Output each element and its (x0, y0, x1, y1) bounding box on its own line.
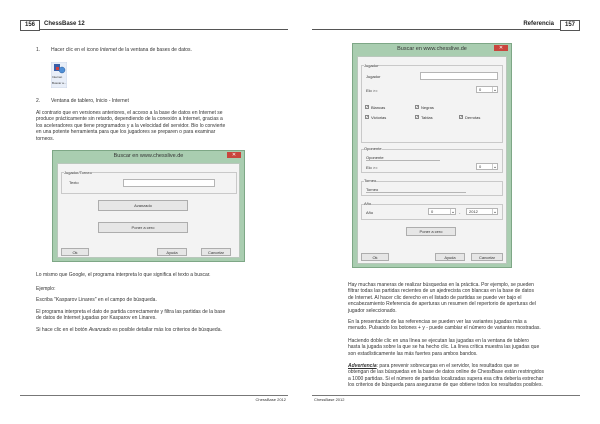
page-number: 157 (560, 20, 580, 31)
close-icon[interactable]: ✕ (494, 45, 508, 51)
text-input[interactable] (123, 179, 215, 187)
blacks-label: Negras (421, 105, 434, 110)
page-number: 156 (20, 20, 40, 31)
tournament-input[interactable] (366, 192, 466, 193)
ok-button[interactable]: Ok (61, 248, 89, 256)
tournament-group (361, 181, 503, 196)
left-header (20, 20, 288, 30)
year-label: Año (366, 210, 374, 215)
wins-label: Victorias (371, 115, 387, 120)
header-title: ChessBase 12 (44, 21, 85, 27)
whites-label: Blancas (371, 105, 386, 110)
ok-button[interactable]: Ok (361, 253, 389, 261)
footer-text: ChessBase 2012 (255, 397, 286, 402)
advanced-button[interactable]: Avanzado (98, 200, 188, 211)
dialog-title: Buscar en www.chesslive.de (397, 46, 467, 52)
search-dialog (52, 150, 245, 262)
opponent-label: Oponente (366, 155, 384, 160)
step-number: 1. (36, 47, 41, 53)
elo-label: Elo >= (366, 88, 378, 93)
reset-button[interactable]: Poner a cero (98, 222, 188, 233)
player-label: Jugador (366, 74, 381, 79)
draws-checkbox[interactable]: ✓ (416, 115, 419, 119)
tournament-label: Torneo (366, 187, 379, 192)
paragraph: Haciendo doble clic en una línea se ejecutan las jugadas en la ventana de tablero hasta la jugada sobre la que se ha hecho clic. La línea crítica muestra las jugadas que son estadísticamente las más fuertes para ambos bandos. (348, 338, 540, 357)
year-from-stepper[interactable]: 0 ▴ (428, 208, 456, 215)
paragraph: Hay muchas maneras de realizar búsquedas en la práctica. Por ejemplo, se pueden filtrar todas las partidas recientes de un ajedrecista con blancas en la base de datos de Internet. Al hacer clic derecho en el listado de partidas se puede ver bajo el encabezamiento Referencia de aperturas un resumen del repertorio de aperturas del jugador seleccionado. (348, 282, 536, 314)
advanced-search-dialog (352, 43, 512, 268)
draws-label: Tablas (421, 115, 433, 120)
right-footer (312, 395, 580, 404)
elo-stepper[interactable]: 0 ▴ (476, 86, 498, 93)
right-header (312, 20, 580, 30)
stepper-arrows-icon[interactable]: ▴ (492, 87, 497, 92)
losses-label: Derrotas (465, 115, 481, 120)
wins-checkbox[interactable]: ✓ (366, 115, 369, 119)
step-number: 2. (36, 98, 41, 104)
player-input[interactable] (420, 72, 498, 80)
group-label: Jugador (364, 63, 379, 68)
warning-paragraph: Advertencia: para prevenir sobrecargas en el servidor, los resultados que se obtengan de las búsquedas en la base de datos online de ChessBase están restringidos a 1000 partidas. Si el número de partidas localizadas supera esa cifra debería estrechar los criterios de búsqueda para asegurarse de que obtiene todos los resultados posibles. (348, 363, 544, 389)
year-to-stepper[interactable]: 2012 ▴ (466, 208, 498, 215)
icon-label: Internet (52, 75, 63, 79)
stepper-arrows-icon[interactable]: ▴ (450, 209, 455, 214)
year-separator: - (459, 210, 461, 215)
losses-checkbox[interactable]: ✓ (460, 115, 463, 119)
paragraph: Escriba "Kasparov Linares" en el campo de búsqueda. (36, 297, 157, 303)
dialog-body (357, 56, 507, 264)
blacks-checkbox[interactable]: ✓ (416, 105, 419, 109)
paragraph: Al contrario que en versiones anteriores, el acceso a la base de datos en Internet se produce prácticamente sin retardo, dependiendo de la conexión a Internet, gracias a los aceleradores que tiene programados y a la velocidad del servidor. Bio lo convierte en una potente herramienta para que los jugadores se preparen o para examinar torneos. (36, 110, 226, 142)
header-title: Referencia (523, 21, 554, 27)
whites-checkbox[interactable]: ✓ (366, 105, 369, 109)
help-button[interactable]: Ayuda (157, 248, 187, 256)
paragraph: En la presentación de las referencias se pueden ver las variantes jugadas más a menudo. Pulsando los botones + y - puede cambiar el número de variantes mostradas. (348, 319, 541, 332)
opp-elo-label: Elo >= (366, 165, 378, 170)
paragraph: Ejemplo: (36, 286, 56, 292)
paragraph: Lo mismo que Google, el programa interpreta lo que significa el texto a buscar. (36, 272, 211, 278)
icon-sublabel: Buscar a... (52, 81, 67, 85)
paragraph: El programa interpreta el dato de partida correctamente y filtra las partidas de la base de datos de Internet jugadas por Kasparov en Linares. (36, 309, 226, 322)
step-text: Hacer clic en el icono Internet de la ventana de bases de datos. (51, 47, 192, 53)
dialog-body (57, 163, 240, 258)
text-label: Texto (69, 180, 79, 185)
internet-database-icon (51, 62, 67, 88)
dialog-title: Buscar en www.chesslive.de (113, 153, 184, 159)
group-label: Oponente (364, 146, 382, 151)
step-text: Ventana de tablero, Inicio - Internet (51, 98, 129, 104)
cancel-button[interactable]: Cancelar (471, 253, 503, 261)
opponent-input[interactable] (366, 160, 440, 161)
stepper-arrows-icon[interactable]: ▴ (492, 164, 497, 169)
reset-button[interactable]: Poner a cero (406, 227, 456, 236)
group-label: Año (364, 201, 372, 206)
group-label: Jugador/Torneo (64, 170, 92, 175)
group-label: Torneo (364, 178, 377, 183)
cancel-button[interactable]: Cancelar (201, 248, 231, 256)
footer-text: ChessBase 2012 (314, 397, 345, 402)
paragraph: Si hace clic en el botón Avanzado es posible detallar más los criterios de búsqueda. (36, 327, 222, 333)
right-page (300, 0, 600, 424)
stepper-arrows-icon[interactable]: ▴ (492, 209, 497, 214)
left-footer (20, 395, 288, 404)
help-button[interactable]: Ayuda (435, 253, 465, 261)
opp-elo-stepper[interactable]: 0 ▴ (476, 163, 498, 170)
close-icon[interactable]: ✕ (227, 152, 241, 158)
